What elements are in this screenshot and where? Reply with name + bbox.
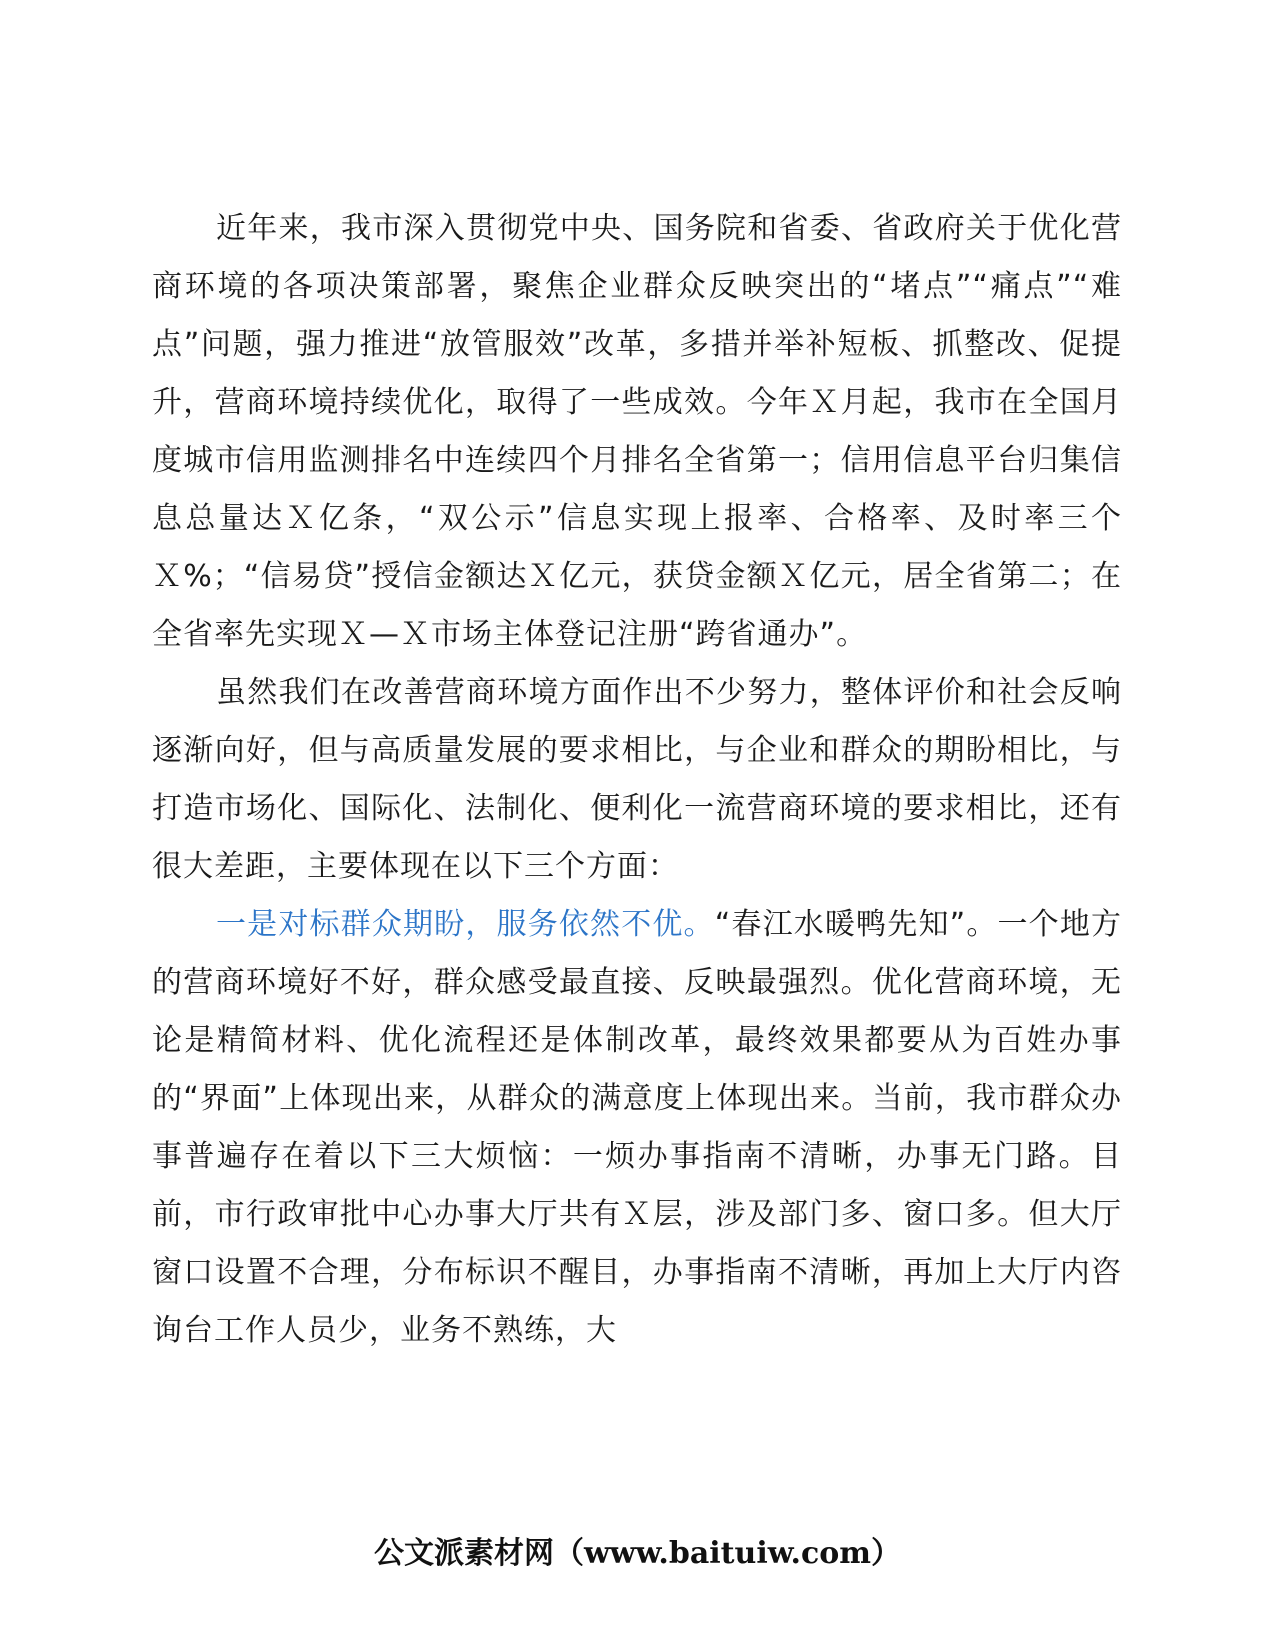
paragraph-intro-text: 近年来，我市深入贯彻党中央、国务院和省委、省政府关于优化营商环境的各项决策部署，聚焦企业群众反映突出的“堵点”“痛点”“难点”问题，强力推进“放管服效”改革，多措并举补短板、抓整改、促提升，营商环境持续优化，取得了一些成效。今年Ｘ月起，我市在全国月度城市信用监测排名中连续四个月排名全省第一；信用信息平台归集信息总量达Ｘ亿条，“双公示”信息实现上报率、合格率、及时率三个Ｘ%；“信易贷”授信金额达Ｘ亿元，获贷金额Ｘ亿元，居全省第二；在全省率先实现Ｘ—Ｘ市场主体登记注册“跨省通办”。 (152, 211, 1122, 652)
paragraph-intro (152, 200, 1122, 664)
paragraph-point-one-text: “春江水暖鸭先知”。一个地方的营商环境好不好，群众感受最直接、反映最强烈。优化营商环境，无论是精简材料、优化流程还是体制改革，最终效果都要从为百姓办事的“界面”上体现出来，从群众的满意度上体现出来。当前，我市群众办事普遍存在着以下三大烦恼：一烦办事指南不清晰，办事无门路。目前，市行政审批中心办事大厅共有Ｘ层，涉及部门多、窗口多。但大厅窗口设置不合理，分布标识不醒目，办事指南不清晰，再加上大厅内咨询台工作人员少，业务不熟练，大 (152, 907, 1123, 1348)
paragraph-point-one (152, 896, 1122, 1360)
page-footer-watermark: 公文派素材网（www.baituiw.com） (373, 1536, 902, 1571)
paragraph-gap-summary (152, 664, 1122, 896)
point-one-heading: 一是对标群众期盼，服务依然不优。 (216, 907, 715, 942)
paragraph-gap-summary-text: 虽然我们在改善营商环境方面作出不少努力，整体评价和社会反响逐渐向好，但与高质量发展的要求相比，与企业和群众的期盼相比，与打造市场化、国际化、法制化、便利化一流营商环境的要求相比，还有很大差距，主要体现在以下三个方面： (152, 675, 1122, 884)
document-body (152, 200, 1122, 1360)
